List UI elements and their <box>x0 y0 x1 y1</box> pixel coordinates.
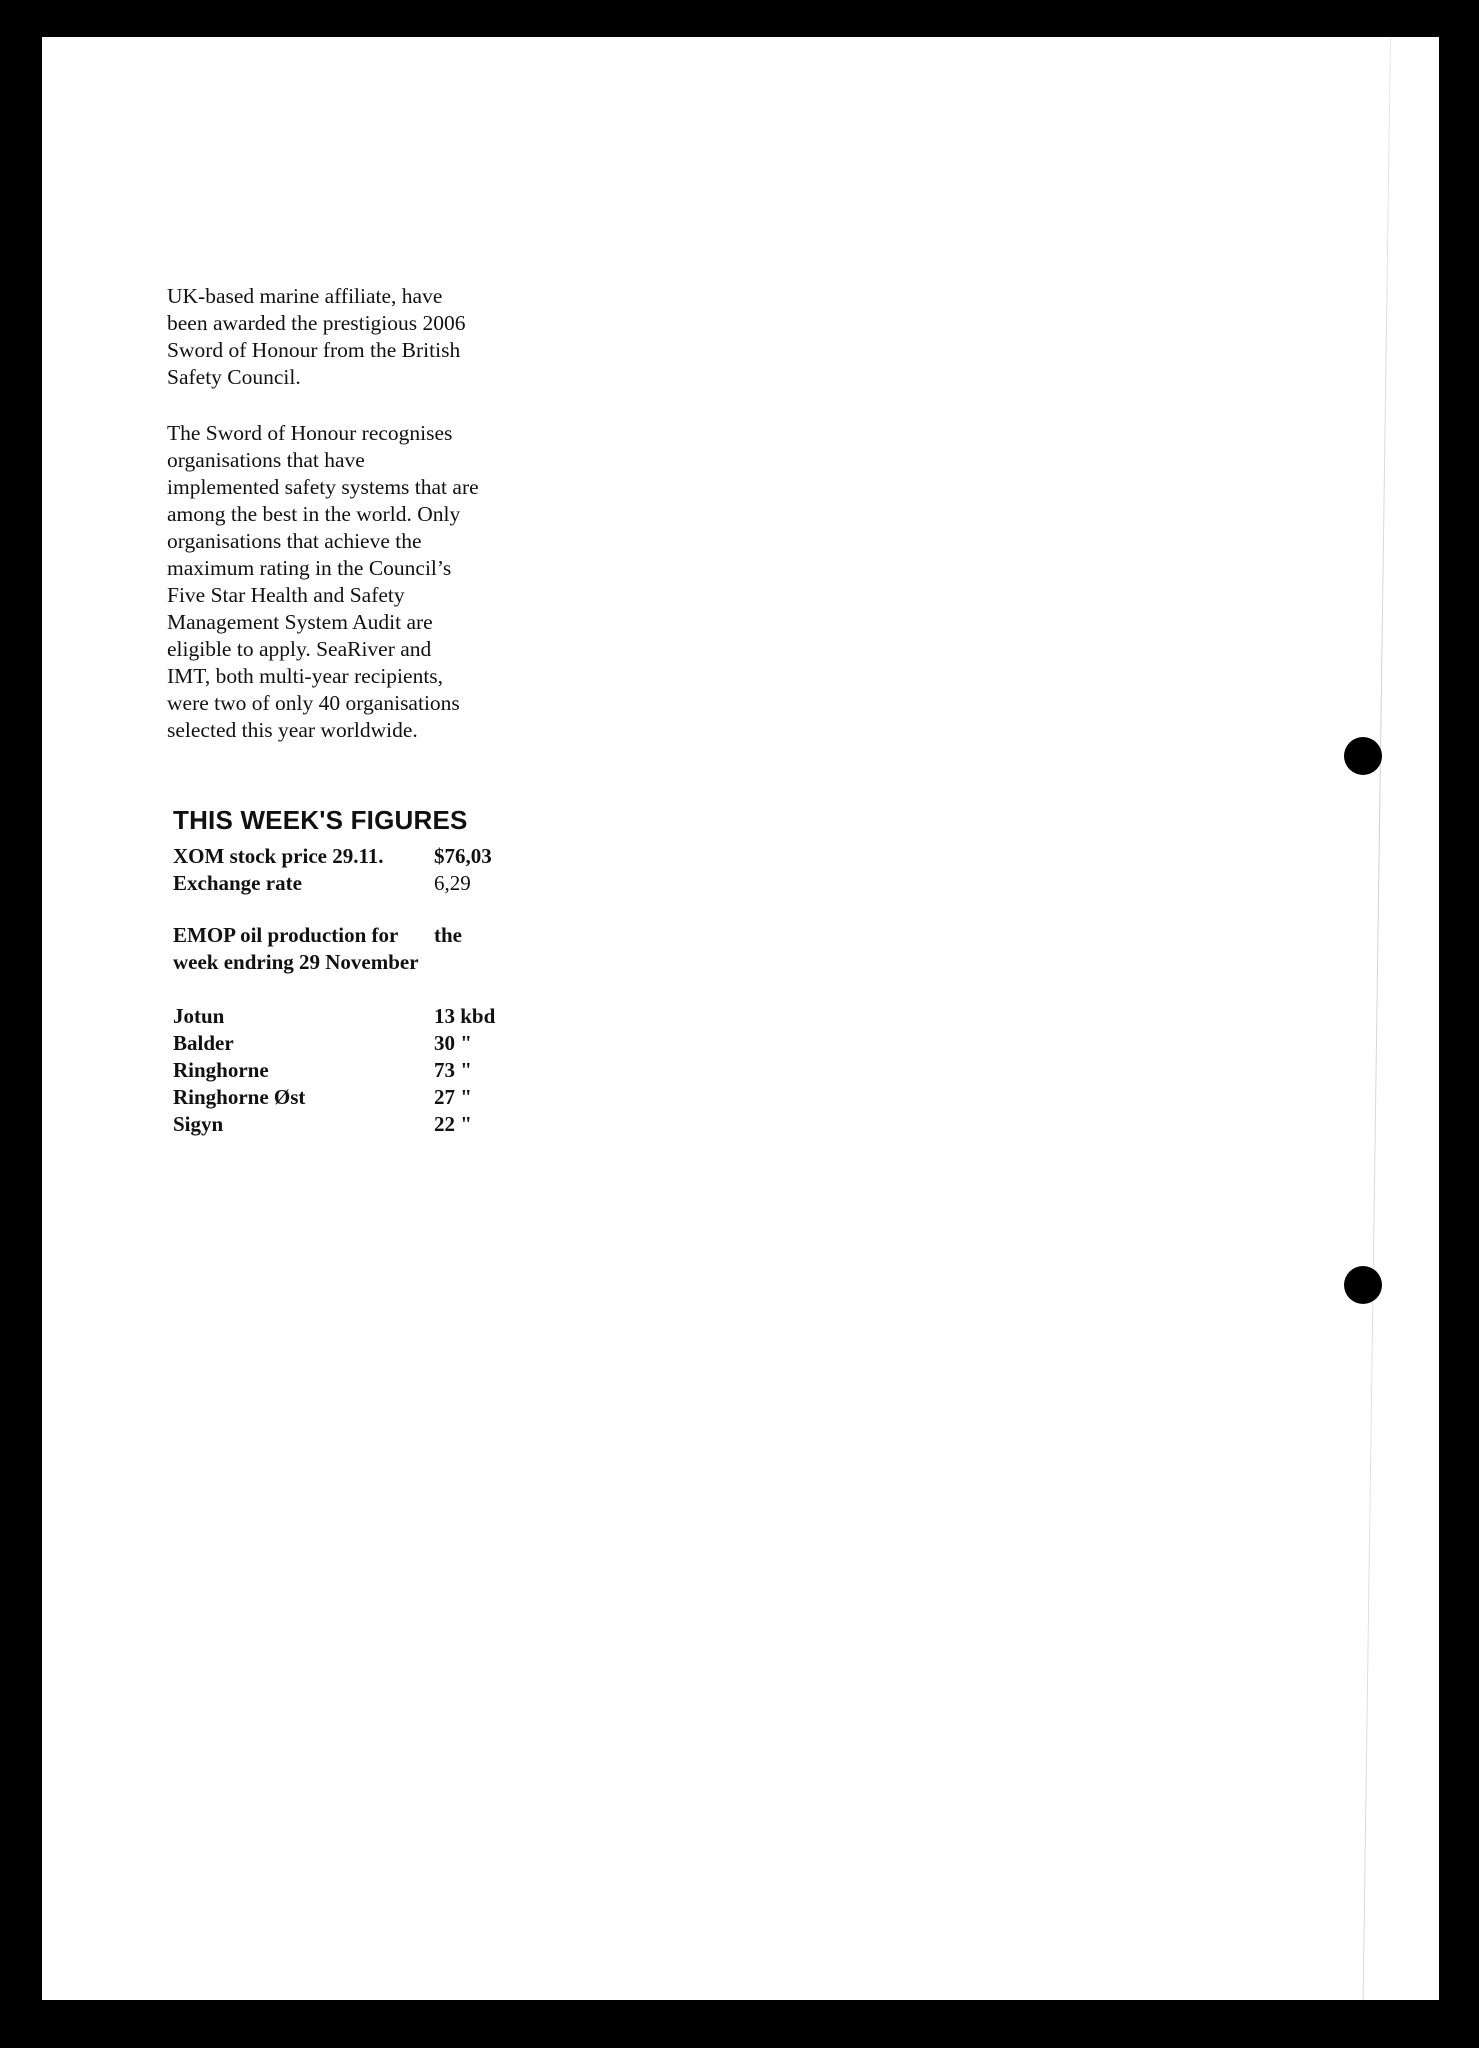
production-title-trail: the <box>434 923 462 947</box>
text-line: among the best in the world. Only <box>167 502 461 526</box>
text-line: organisations that have <box>167 448 365 472</box>
text-line: eligible to apply. SeaRiver and <box>167 637 432 661</box>
text-line: implemented safety systems that are <box>167 475 479 499</box>
punch-hole-top <box>1344 737 1382 775</box>
field-name: Ringhorne <box>173 1058 269 1082</box>
field-value: 73 " <box>434 1058 472 1082</box>
production-title-line-2: week endring 29 November <box>173 950 419 974</box>
text-line: The Sword of Honour recognises <box>167 421 453 445</box>
document-page <box>42 37 1439 2000</box>
stock-price-value: $76,03 <box>434 844 492 868</box>
text-line: UK-based marine affiliate, have <box>167 284 443 308</box>
field-name: Sigyn <box>173 1112 224 1136</box>
exchange-rate-value: 6,29 <box>434 871 471 895</box>
field-value: 30 " <box>434 1031 472 1055</box>
text-line: been awarded the prestigious 2006 <box>167 311 466 335</box>
field-value: 13 kbd <box>434 1004 496 1028</box>
scan-border-right <box>1439 37 1479 2000</box>
text-line: Safety Council. <box>167 365 301 389</box>
stock-price-label: XOM stock price 29.11. <box>173 844 384 868</box>
text-line: IMT, both multi-year recipients, <box>167 664 444 688</box>
exchange-rate-label: Exchange rate <box>173 871 302 895</box>
field-name: Ringhorne Øst <box>173 1085 306 1109</box>
field-value: 22 " <box>434 1112 472 1136</box>
text-line: maximum rating in the Council’s <box>167 556 452 580</box>
text-line: Management System Audit are <box>167 610 433 634</box>
production-title-line-1 <box>173 923 462 948</box>
text-line: Sword of Honour from the British <box>167 338 461 362</box>
field-value: 27 " <box>434 1085 472 1109</box>
article-paragraph-2 <box>167 420 527 744</box>
figures-heading: THIS WEEK'S FIGURES <box>173 805 468 835</box>
text-line: were two of only 40 organisations <box>167 691 460 715</box>
production-title-text: EMOP oil production for <box>173 923 399 947</box>
field-name: Balder <box>173 1031 234 1055</box>
page-fold-line <box>1363 37 1391 2000</box>
field-name: Jotun <box>173 1004 225 1028</box>
article-paragraph-1 <box>167 283 527 391</box>
text-line: Five Star Health and Safety <box>167 583 405 607</box>
text-line: organisations that achieve the <box>167 529 422 553</box>
text-line: selected this year worldwide. <box>167 718 418 742</box>
punch-hole-bottom <box>1344 1266 1382 1304</box>
